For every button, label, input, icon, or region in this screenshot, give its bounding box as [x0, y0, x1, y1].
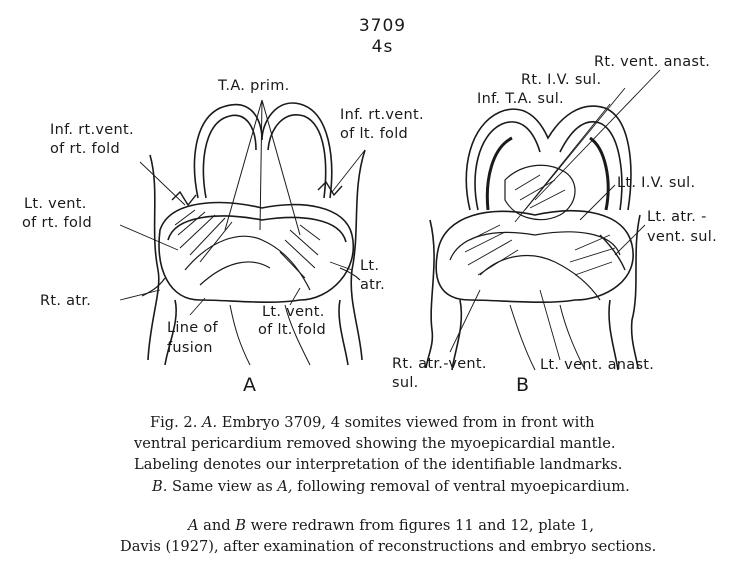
- caption-a-ref-3: A: [188, 517, 199, 534]
- caption-a-ref-2: A,: [277, 478, 293, 495]
- label-inf-rt-vent-lt-fold-2: of lt. fold: [340, 126, 409, 142]
- leader-lt-vent-lt: [290, 288, 300, 305]
- label-line-of-fusion-1: Line of: [167, 320, 218, 336]
- label-inf-rt-vent-rt-fold-1: Inf. rt.vent.: [50, 122, 134, 138]
- caption-line-5: [188, 516, 594, 536]
- caption-b-ref: B.: [152, 478, 168, 495]
- caption-line-3: Labeling denotes our interpretation of the identifiable landmarks.: [134, 456, 623, 473]
- caption-line-4-mid: Same view as: [167, 478, 278, 495]
- leader-lt-iv-sul: [580, 185, 615, 220]
- caption-line-5-text: were redrawn from figures 11 and 12, plate 1,: [246, 517, 594, 534]
- label-lt-vent-lt-fold-2: of lt. fold: [258, 322, 327, 338]
- caption-line-1-text: Embryo 3709, 4 somites viewed from in front with: [217, 414, 595, 431]
- panel-b-drawing: [426, 106, 640, 370]
- label-lt-atr-vent-sul-2: vent. sul.: [647, 229, 717, 245]
- caption-line-4: [152, 477, 630, 497]
- caption-a-ref: A.: [201, 414, 218, 431]
- label-inf-rt-vent-lt-fold-1: Inf. rt.vent.: [340, 107, 424, 123]
- label-rt-atr: Rt. atr.: [40, 293, 92, 309]
- specimen-number: 3709: [358, 16, 407, 36]
- caption-line-5-mid: and: [198, 517, 236, 534]
- stage-label: 4s: [371, 37, 394, 57]
- label-lt-atr-vent-sul-1: Lt. atr. -: [647, 209, 707, 225]
- panel-a-letter: A: [243, 374, 256, 396]
- caption-line-4-text: following removal of ventral myoepicardium.: [292, 478, 630, 495]
- label-inf-ta-sul: Inf. T.A. sul.: [477, 91, 564, 107]
- caption-line-2: ventral pericardium removed showing the myoepicardial mantle.: [134, 435, 616, 452]
- label-rt-atr-vent-sul-2: sul.: [392, 375, 419, 391]
- label-inf-rt-vent-rt-fold-2: of rt. fold: [50, 141, 120, 157]
- label-lt-vent-anast: Lt. vent. anast.: [540, 357, 655, 373]
- label-rt-iv-sul: Rt. I.V. sul.: [521, 72, 602, 88]
- label-lt-atr-1: Lt.: [360, 258, 380, 274]
- caption-line-6: Davis (1927), after examination of reconstructions and embryo sections.: [120, 538, 657, 555]
- leader-lt-vent-anast: [540, 290, 560, 360]
- caption-b-ref-2: B: [235, 517, 247, 534]
- leader-inf-rt-vent-rt: [140, 162, 185, 205]
- label-rt-atr-vent-sul-1: Rt. atr.-vent.: [392, 356, 487, 372]
- label-lt-iv-sul: Lt. I.V. sul.: [617, 175, 696, 191]
- label-line-of-fusion-2: fusion: [167, 340, 213, 356]
- caption-line-1: [150, 413, 595, 433]
- label-lt-vent-rt-fold-1: Lt. vent.: [24, 196, 87, 212]
- caption-fig-label: Fig. 2.: [150, 414, 202, 431]
- leader-lt-atr-vent: [615, 225, 645, 255]
- panel-b-letter: B: [516, 374, 530, 396]
- label-rt-vent-anast: Rt. vent. anast.: [594, 54, 711, 70]
- label-lt-vent-rt-fold-2: of rt. fold: [22, 215, 92, 231]
- leader-rt-atr: [120, 290, 160, 300]
- label-ta-prim: T.A. prim.: [218, 78, 290, 94]
- label-lt-vent-lt-fold-1: Lt. vent.: [262, 304, 325, 320]
- label-lt-atr-2: atr.: [360, 277, 386, 293]
